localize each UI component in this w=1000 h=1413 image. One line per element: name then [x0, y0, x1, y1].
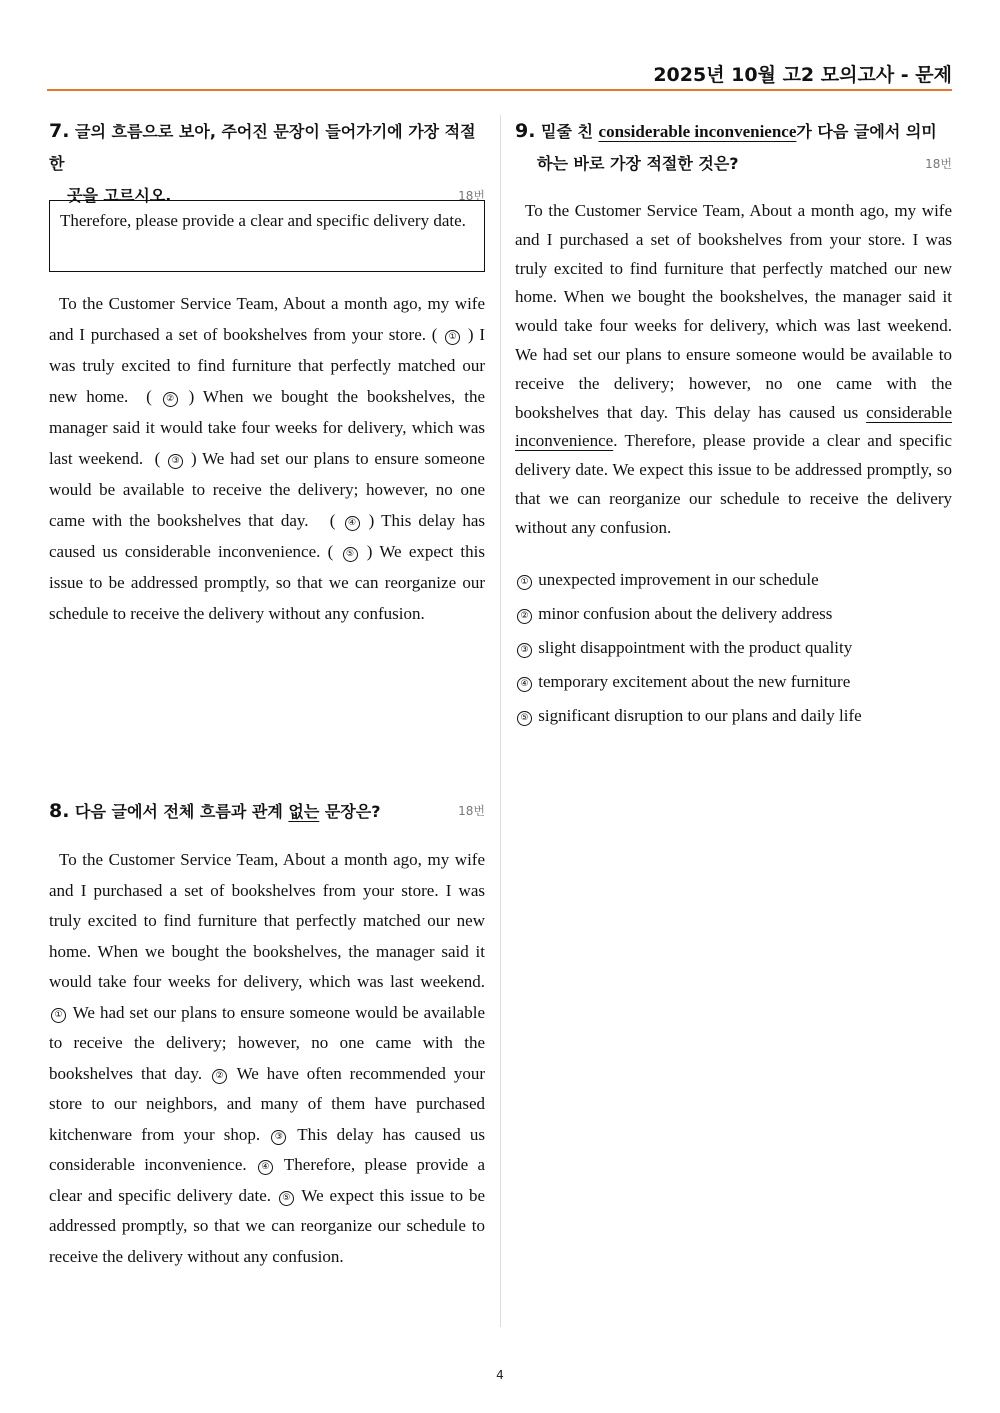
- question-9-prompt-before: 밑줄 친: [541, 122, 599, 141]
- q7-sentence-3: We had set our plans to ensure someone would be available to receive the delivery; however, no one came with the bookshelves that day.: [49, 449, 485, 530]
- q9-option-2-mark: ②: [517, 609, 532, 624]
- q9-option-2-text: minor confusion about the delivery address: [538, 604, 833, 623]
- column-divider: [500, 115, 501, 1327]
- page-header-title: 2025년 10월 고2 모의고사 - 문제: [653, 64, 952, 86]
- q9-passage-before: To the Customer Service Team, About a month ago, my wife and I purchased a set of bookshelves from your store. I was truly excited to find furniture that perfectly matched our new home. When we bought the bookshelves, the manager said it would take four weeks for delivery, which was last weekend. We had set our plans to ensure someone would be available to receive the delivery; however, no one came with the bookshelves that day. This delay has caused us: [515, 201, 952, 422]
- question-7-heading: [49, 115, 485, 212]
- question-9-prompt-after: 가 다음 글에서 의미: [796, 122, 937, 141]
- question-8-prompt-emphasis: 없는: [288, 802, 320, 821]
- q8-sentence-mark-4: ④: [258, 1160, 273, 1175]
- q7-position-mark-2: ②: [163, 392, 178, 407]
- q9-option-1-mark: ①: [517, 575, 532, 590]
- q8-sentence-mark-2: ②: [212, 1069, 227, 1084]
- q7-sentence-5: We expect this issue to be addressed promptly, so that we can reorganize our schedule to receive the delivery without any confusion.: [49, 542, 485, 623]
- q8-sentence-mark-5: ⑤: [279, 1191, 294, 1206]
- q8-sentence-1: We had set our plans to ensure someone would be available to receive the delivery; however, no one came with the bookshelves that day.: [49, 1002, 485, 1083]
- question-9-options: [515, 565, 955, 735]
- question-9-prompt-line2: 하는 바로 가장 적절한 것은?: [537, 154, 739, 173]
- q9-option-3[interactable]: [515, 633, 955, 667]
- q7-sentence-0: To the Customer Service Team, About a month ago, my wife and I purchased a set of bookshelves from your store.: [49, 294, 485, 344]
- q9-option-5[interactable]: [515, 701, 955, 735]
- q7-sentence-4: This delay has caused us considerable inconvenience.: [49, 511, 485, 561]
- question-7-prompt-line1: 글의 흐름으로 보아, 주어진 문장이 들어가기에 가장 적절한: [49, 122, 476, 173]
- question-8-source: 18번: [458, 804, 485, 818]
- q7-position-mark-1: ①: [445, 330, 460, 345]
- q7-position-mark-5: ⑤: [343, 547, 358, 562]
- question-8-heading: [49, 795, 485, 828]
- q8-sentence-4: Therefore, please provide a clear and specific delivery date.: [49, 1155, 486, 1205]
- header-divider: [47, 89, 952, 91]
- q8-sentence-0: To the Customer Service Team, About a month ago, my wife and I purchased a set of bookshelves from your store. I was truly excited to find furniture that perfectly matched our new home. When we bought the bookshelves, the manager said it would take four weeks for delivery, which was last weekend.: [49, 850, 485, 991]
- question-7-number: 7.: [49, 120, 70, 142]
- q9-option-1-text: unexpected improvement in our schedule: [538, 570, 819, 589]
- q8-sentence-mark-1: ①: [51, 1008, 66, 1023]
- q9-passage-underlined-phrase: considerable inconvenience: [515, 402, 952, 451]
- question-7-prompt-line2: 곳을 고르시오.: [67, 186, 172, 205]
- q9-option-2[interactable]: [515, 599, 955, 633]
- q9-option-5-mark: ⑤: [517, 711, 532, 726]
- q9-option-4-text: temporary excitement about the new furniture: [538, 672, 851, 691]
- question-7-source: 18번: [458, 189, 485, 203]
- question-9-target-phrase: considerable inconvenience: [598, 122, 797, 141]
- question-9-source: 18번: [925, 157, 952, 171]
- q7-position-mark-4: ④: [345, 516, 360, 531]
- q9-option-4[interactable]: [515, 667, 955, 701]
- q9-option-1[interactable]: [515, 565, 955, 599]
- q8-sentence-mark-3: ③: [271, 1130, 286, 1145]
- question-7-passage: To the Customer Service Team, About a month ago, my wife and I purchased a set of bookshelves from your store. ( ① ) I was truly excited to find furniture that perfectly matched our new home. ( ② ) When we bought the bookshelves, the manager said it would take four weeks for delivery, which was last weekend. ( ③ ) We had set our plans to ensure someone would be available to receive the delivery; however, no one came with the bookshelves that day. ( ④ ) This delay has caused us considerable inconvenience. ( ⑤ ) We expect this issue to be addressed promptly, so that we can reorganize our schedule to receive the delivery without any confusion.: [49, 294, 486, 623]
- q8-sentence-5: We expect this issue to be addressed promptly, so that we can reorganize our schedule to receive the delivery without any confusion.: [49, 1185, 486, 1266]
- question-8-number: 8.: [49, 800, 70, 822]
- question-9-number: 9.: [515, 120, 536, 142]
- q9-passage-after: . Therefore, please provide a clear and specific delivery date. We expect this issue to be addressed promptly, so that we can reorganize our schedule to receive the delivery without any confusion.: [515, 431, 952, 537]
- question-7-given-sentence: Therefore, please provide a clear and specific delivery date.: [49, 200, 485, 272]
- q8-sentence-2: We have often recommended your store to our neighbors, and many of them have purchased kitchenware from your shop.: [49, 1063, 486, 1144]
- page-number: 4: [496, 1368, 504, 1382]
- q9-option-3-text: slight disappointment with the product quality: [538, 638, 853, 657]
- question-8-prompt-after: 문장은?: [319, 802, 381, 821]
- q7-sentence-1: I was truly excited to find furniture that perfectly matched our new home.: [49, 325, 486, 406]
- q9-option-5-text: significant disruption to our plans and daily life: [538, 706, 862, 725]
- q9-option-4-mark: ④: [517, 677, 532, 692]
- q8-sentence-3: This delay has caused us considerable inconvenience.: [49, 1124, 486, 1174]
- question-8-prompt-before: 다음 글에서 전체 흐름과 관계: [75, 802, 289, 821]
- question-9-passage: [515, 197, 952, 543]
- q9-option-3-mark: ③: [517, 643, 532, 658]
- q7-sentence-2: When we bought the bookshelves, the manager said it would take four weeks for delivery, which was last weekend.: [49, 387, 485, 468]
- question-9-heading: [515, 115, 952, 180]
- question-8-passage: [49, 845, 485, 1272]
- q7-position-mark-3: ③: [168, 454, 183, 469]
